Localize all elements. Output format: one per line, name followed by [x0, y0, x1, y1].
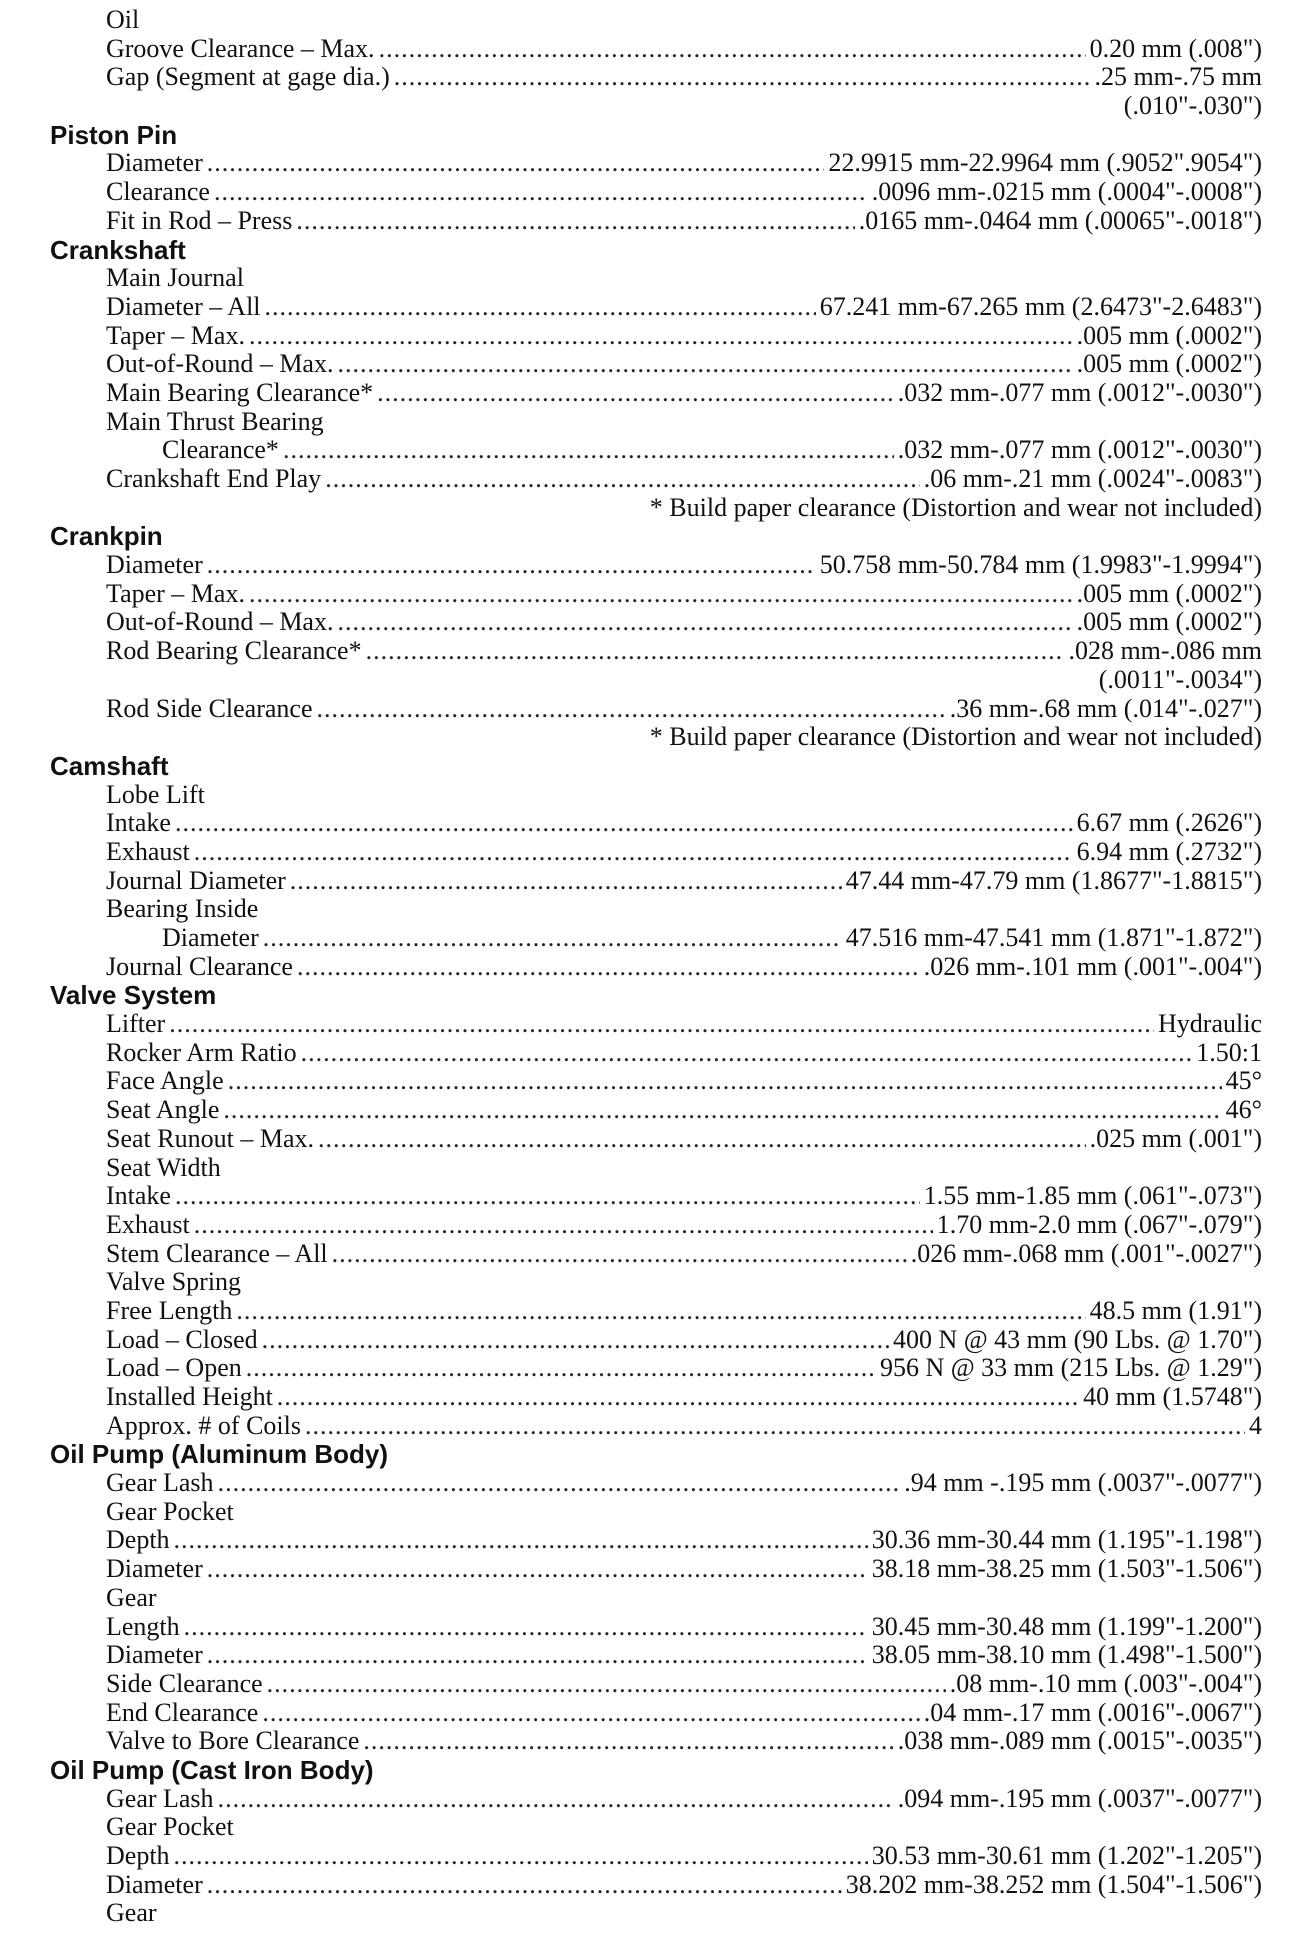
spec-row — [50, 1871, 1262, 1900]
spec-label: Diameter — [106, 148, 203, 178]
spec-label: Fit in Rod – Press — [106, 205, 293, 235]
spec-value: 30.53 mm-30.61 mm (1.202"-1.205") — [871, 1841, 1262, 1870]
spec-label: Diameter — [106, 1554, 203, 1584]
spec-value: .026 mm-.101 mm (.001"-.004") — [923, 951, 1262, 981]
subheading-label: Seat Width — [106, 1152, 221, 1182]
dot-leader — [249, 580, 1073, 609]
spec-label: Diameter — [106, 1869, 203, 1899]
dot-leader — [262, 1326, 889, 1355]
subheading-row — [50, 1899, 1262, 1928]
spec-value: Hydraulic — [1158, 1009, 1262, 1039]
continuation-row — [50, 666, 1262, 695]
spec-row — [50, 1842, 1262, 1871]
spec-label: Diameter – All — [106, 291, 261, 321]
spec-value: 1.50:1 — [1196, 1037, 1262, 1067]
spec-label: Clearance — [106, 177, 210, 207]
dot-leader — [366, 637, 1065, 666]
dot-leader — [363, 1727, 893, 1756]
spec-value: 38.18 mm-38.25 mm (1.503"-1.506") — [871, 1554, 1262, 1584]
dot-leader — [218, 1785, 894, 1814]
spec-row — [50, 149, 1262, 178]
spec-value: .08 mm-.10 mm (.003"-.004") — [949, 1668, 1262, 1698]
dot-leader — [175, 809, 1073, 838]
spec-label: Depth — [106, 1525, 170, 1555]
spec-label: Free Length — [106, 1295, 233, 1325]
dot-leader — [207, 1555, 868, 1584]
spec-value: .36 mm-.68 mm (.014"-.027") — [949, 693, 1262, 723]
spec-row — [50, 35, 1262, 64]
spec-label: Gap (Segment at gage dia.) — [106, 62, 390, 92]
spec-label: Face Angle — [106, 1066, 224, 1096]
spec-row — [50, 637, 1262, 666]
spec-row — [50, 1699, 1262, 1728]
spec-row — [50, 322, 1262, 351]
subheading-label: Valve Spring — [106, 1267, 242, 1297]
spec-label: End Clearance — [106, 1697, 259, 1727]
dot-leader — [249, 322, 1073, 351]
dot-leader — [169, 1010, 1154, 1039]
spec-row — [50, 1383, 1262, 1412]
spec-value: 6.94 mm (.2732") — [1076, 836, 1262, 866]
spec-value: 47.44 mm-47.79 mm (1.8677"-1.8815") — [845, 865, 1262, 895]
spec-row — [50, 1785, 1262, 1814]
spec-label: Taper – Max. — [106, 578, 245, 608]
subheading-row — [50, 1813, 1262, 1842]
spec-value: 22.9915 mm-22.9964 mm (.9052".9054") — [828, 148, 1262, 178]
continuation-row — [50, 723, 1262, 752]
spec-row — [50, 580, 1262, 609]
spec-value: 400 N @ 43 mm (90 Lbs. @ 1.70") — [892, 1324, 1262, 1354]
spec-row — [50, 953, 1262, 982]
spec-label: Rocker Arm Ratio — [106, 1037, 297, 1067]
spec-value: * Build paper clearance (Distortion and wear not included) — [649, 492, 1262, 522]
spec-label: Depth — [106, 1841, 170, 1870]
spec-value: 67.241 mm-67.265 mm (2.6473"-2.6483") — [819, 291, 1262, 321]
spec-row — [50, 379, 1262, 408]
spec-label: Diameter — [106, 1640, 203, 1670]
spec-value: 38.202 mm-38.252 mm (1.504"-1.506") — [845, 1869, 1262, 1899]
spec-row — [50, 809, 1262, 838]
spec-value: .032 mm-.077 mm (.0012"-.0030") — [897, 377, 1262, 407]
spec-row — [50, 63, 1262, 92]
subheading-row — [50, 6, 1262, 35]
spec-value: .038 mm-.089 mm (.0015"-.0035") — [897, 1726, 1262, 1756]
dot-leader — [174, 1842, 868, 1871]
spec-row — [50, 551, 1262, 580]
section-heading-label: Camshaft — [50, 750, 169, 781]
spec-value: 40 mm (1.5748") — [1083, 1382, 1262, 1411]
section-heading — [50, 981, 1262, 1010]
spec-row — [50, 1039, 1262, 1068]
section-heading-label: Oil Pump (Aluminum Body) — [50, 1439, 388, 1470]
dot-leader — [265, 293, 816, 322]
section-heading-label: Crankpin — [50, 521, 163, 552]
dot-leader — [318, 1125, 1086, 1154]
spec-row — [50, 207, 1262, 236]
spec-value: (.0011"-.0034") — [1098, 664, 1262, 694]
continuation-row — [50, 92, 1262, 121]
spec-value: .005 mm (.0002") — [1076, 607, 1262, 637]
spec-row — [50, 1412, 1262, 1441]
spec-value: 48.5 mm (1.91") — [1089, 1295, 1262, 1325]
spec-row — [50, 1526, 1262, 1555]
spec-value: 47.516 mm-47.541 mm (1.871"-1.872") — [845, 923, 1262, 952]
spec-label: Rod Side Clearance — [106, 693, 313, 723]
spec-row — [50, 695, 1262, 724]
spec-value: .0165 mm-.0464 mm (.00065"-.0018") — [858, 205, 1262, 235]
spec-row — [50, 1326, 1262, 1355]
spec-row — [50, 1125, 1262, 1154]
subheading-label: Main Thrust Bearing — [106, 406, 324, 436]
spec-label: Main Bearing Clearance* — [106, 377, 374, 407]
spec-label: Exhaust — [106, 1209, 190, 1239]
spec-value: 50.758 mm-50.784 mm (1.9983"-1.9994") — [819, 550, 1262, 580]
dot-leader — [207, 1641, 868, 1670]
spec-label: Seat Runout – Max. — [106, 1123, 314, 1153]
spec-label: Journal Clearance — [106, 951, 293, 981]
subheading-row — [50, 264, 1262, 293]
spec-row — [50, 1354, 1262, 1383]
spec-value: .005 mm (.0002") — [1076, 349, 1262, 379]
spec-value: .026 mm-.068 mm (.001"-.0027") — [910, 1238, 1262, 1268]
dot-leader — [174, 1526, 868, 1555]
dot-leader — [194, 838, 1073, 867]
subheading-label: Gear — [106, 1898, 157, 1928]
spec-row — [50, 1641, 1262, 1670]
spec-sheet — [50, 6, 1262, 1928]
section-heading-label: Piston Pin — [50, 119, 178, 150]
spec-label: Out-of-Round – Max. — [106, 349, 334, 379]
spec-label: Out-of-Round – Max. — [106, 607, 334, 637]
spec-row — [50, 1182, 1262, 1211]
dot-leader — [218, 1469, 901, 1498]
spec-value: 956 N @ 33 mm (215 Lbs. @ 1.29") — [879, 1353, 1262, 1383]
section-heading-label: Crankshaft — [50, 234, 186, 265]
spec-label: Lifter — [106, 1009, 166, 1039]
spec-row — [50, 1469, 1262, 1498]
spec-row — [50, 1555, 1262, 1584]
dot-leader — [297, 953, 920, 982]
spec-label: Clearance* — [162, 435, 279, 465]
dot-leader — [194, 1211, 933, 1240]
dot-leader — [325, 465, 920, 494]
spec-row — [50, 1240, 1262, 1269]
spec-row — [50, 1211, 1262, 1240]
dot-leader — [175, 1182, 920, 1211]
spec-row — [50, 350, 1262, 379]
dot-leader — [223, 1096, 1221, 1125]
dot-leader — [290, 867, 842, 896]
dot-leader — [262, 1699, 919, 1728]
subheading-row — [50, 1498, 1262, 1527]
dot-leader — [277, 1383, 1079, 1412]
subheading-label: Oil — [106, 5, 140, 34]
section-heading-label: Valve System — [50, 980, 217, 1011]
spec-value: 6.67 mm (.2626") — [1076, 808, 1262, 838]
spec-value: 1.55 mm-1.85 mm (.061"-.073") — [923, 1181, 1262, 1211]
spec-row — [50, 924, 1262, 953]
subheading-row — [50, 1584, 1262, 1613]
dot-leader — [236, 1297, 1085, 1326]
spec-label: Seat Angle — [106, 1095, 220, 1125]
spec-value: 0.20 mm (.008") — [1089, 33, 1262, 63]
spec-value: 45° — [1225, 1066, 1262, 1096]
spec-value: * Build paper clearance (Distortion and wear not included) — [649, 722, 1262, 752]
spec-row — [50, 436, 1262, 465]
spec-value: 38.05 mm-38.10 mm (1.498"-1.500") — [871, 1640, 1262, 1670]
spec-label: Exhaust — [106, 836, 190, 866]
dot-leader — [337, 350, 1072, 379]
spec-row — [50, 1613, 1262, 1642]
spec-row — [50, 1096, 1262, 1125]
spec-label: Approx. # of Coils — [106, 1410, 301, 1440]
spec-row — [50, 178, 1262, 207]
subheading-row — [50, 1268, 1262, 1297]
spec-value: .04 mm-.17 mm (.0016"-.0067") — [923, 1697, 1262, 1727]
dot-leader — [207, 1871, 842, 1900]
spec-label: Length — [106, 1611, 180, 1641]
spec-value: .25 mm-.75 mm — [1094, 62, 1262, 92]
dot-leader — [246, 1354, 876, 1383]
spec-label: Stem Clearance – All — [106, 1238, 328, 1268]
subheading-label: Bearing Inside — [106, 894, 259, 924]
dot-leader — [337, 608, 1072, 637]
subheading-label: Lobe Lift — [106, 779, 205, 809]
spec-row — [50, 1067, 1262, 1096]
dot-leader — [301, 1039, 1193, 1068]
section-heading-label: Oil Pump (Cast Iron Body) — [50, 1754, 374, 1785]
spec-value: 4 — [1249, 1410, 1262, 1440]
dot-leader — [332, 1240, 907, 1269]
dot-leader — [394, 63, 1091, 92]
spec-row — [50, 293, 1262, 322]
dot-leader — [184, 1613, 868, 1642]
spec-label: Journal Diameter — [106, 865, 286, 895]
spec-label: Taper – Max. — [106, 320, 245, 350]
spec-value: .06 mm-.21 mm (.0024"-.0083") — [923, 464, 1262, 493]
spec-row — [50, 1727, 1262, 1756]
dot-leader — [317, 695, 946, 724]
spec-label: Rod Bearing Clearance* — [106, 636, 362, 666]
subheading-row — [50, 781, 1262, 810]
spec-row — [50, 1670, 1262, 1699]
spec-value: (.010"-.030") — [1123, 91, 1262, 121]
section-heading — [50, 752, 1262, 781]
dot-leader — [296, 207, 854, 236]
dot-leader — [379, 35, 1086, 64]
subheading-label: Gear Pocket — [106, 1496, 234, 1526]
spec-value: 46° — [1225, 1095, 1262, 1125]
spec-row — [50, 1010, 1262, 1039]
spec-label: Side Clearance — [106, 1668, 263, 1698]
subheading-label: Gear Pocket — [106, 1812, 234, 1842]
spec-label: Intake — [106, 1181, 171, 1211]
section-heading — [50, 522, 1262, 551]
dot-leader — [214, 178, 868, 207]
spec-label: Diameter — [106, 550, 203, 580]
spec-value: 30.36 mm-30.44 mm (1.195"-1.198") — [871, 1525, 1262, 1555]
spec-row — [50, 867, 1262, 896]
subheading-row — [50, 408, 1262, 437]
spec-row — [50, 838, 1262, 867]
subheading-row — [50, 1154, 1262, 1183]
spec-value: .094 mm-.195 mm (.0037"-.0077") — [897, 1783, 1262, 1813]
spec-label: Groove Clearance – Max. — [106, 33, 375, 63]
dot-leader — [228, 1067, 1222, 1096]
spec-value: .032 mm-.077 mm (.0012"-.0030") — [897, 435, 1262, 465]
spec-value: .94 mm -.195 mm (.0037"-.0077") — [904, 1468, 1262, 1498]
spec-label: Load – Open — [106, 1353, 242, 1383]
spec-label: Intake — [106, 808, 171, 838]
spec-value: 1.70 mm-2.0 mm (.067"-.079") — [936, 1209, 1262, 1239]
spec-row — [50, 465, 1262, 494]
spec-row — [50, 1297, 1262, 1326]
spec-value: 30.45 mm-30.48 mm (1.199"-1.200") — [871, 1611, 1262, 1641]
subheading-label: Gear — [106, 1582, 157, 1612]
continuation-row — [50, 494, 1262, 523]
dot-leader — [207, 149, 825, 178]
spec-value: .0096 mm-.0215 mm (.0004"-.0008") — [871, 177, 1262, 207]
dot-leader — [207, 551, 816, 580]
spec-value: .025 mm (.001") — [1089, 1123, 1262, 1153]
section-heading — [50, 236, 1262, 265]
section-heading — [50, 1756, 1262, 1785]
spec-value: .005 mm (.0002") — [1076, 320, 1262, 350]
spec-row — [50, 608, 1262, 637]
dot-leader — [377, 379, 894, 408]
spec-label: Crankshaft End Play — [106, 464, 322, 493]
subheading-label: Main Journal — [106, 263, 244, 293]
dot-leader — [267, 1670, 946, 1699]
subheading-row — [50, 895, 1262, 924]
section-heading — [50, 1440, 1262, 1469]
spec-label: Load – Closed — [106, 1324, 258, 1354]
dot-leader — [283, 436, 894, 465]
spec-label: Gear Lash — [106, 1783, 214, 1813]
section-heading — [50, 121, 1262, 150]
dot-leader — [305, 1412, 1245, 1441]
spec-label: Gear Lash — [106, 1468, 214, 1498]
dot-leader — [263, 924, 842, 953]
spec-label: Installed Height — [106, 1382, 273, 1411]
spec-label: Valve to Bore Clearance — [106, 1726, 360, 1756]
spec-value: .028 mm-.086 mm — [1068, 636, 1262, 666]
spec-value: .005 mm (.0002") — [1076, 578, 1262, 608]
spec-label: Diameter — [162, 923, 259, 952]
